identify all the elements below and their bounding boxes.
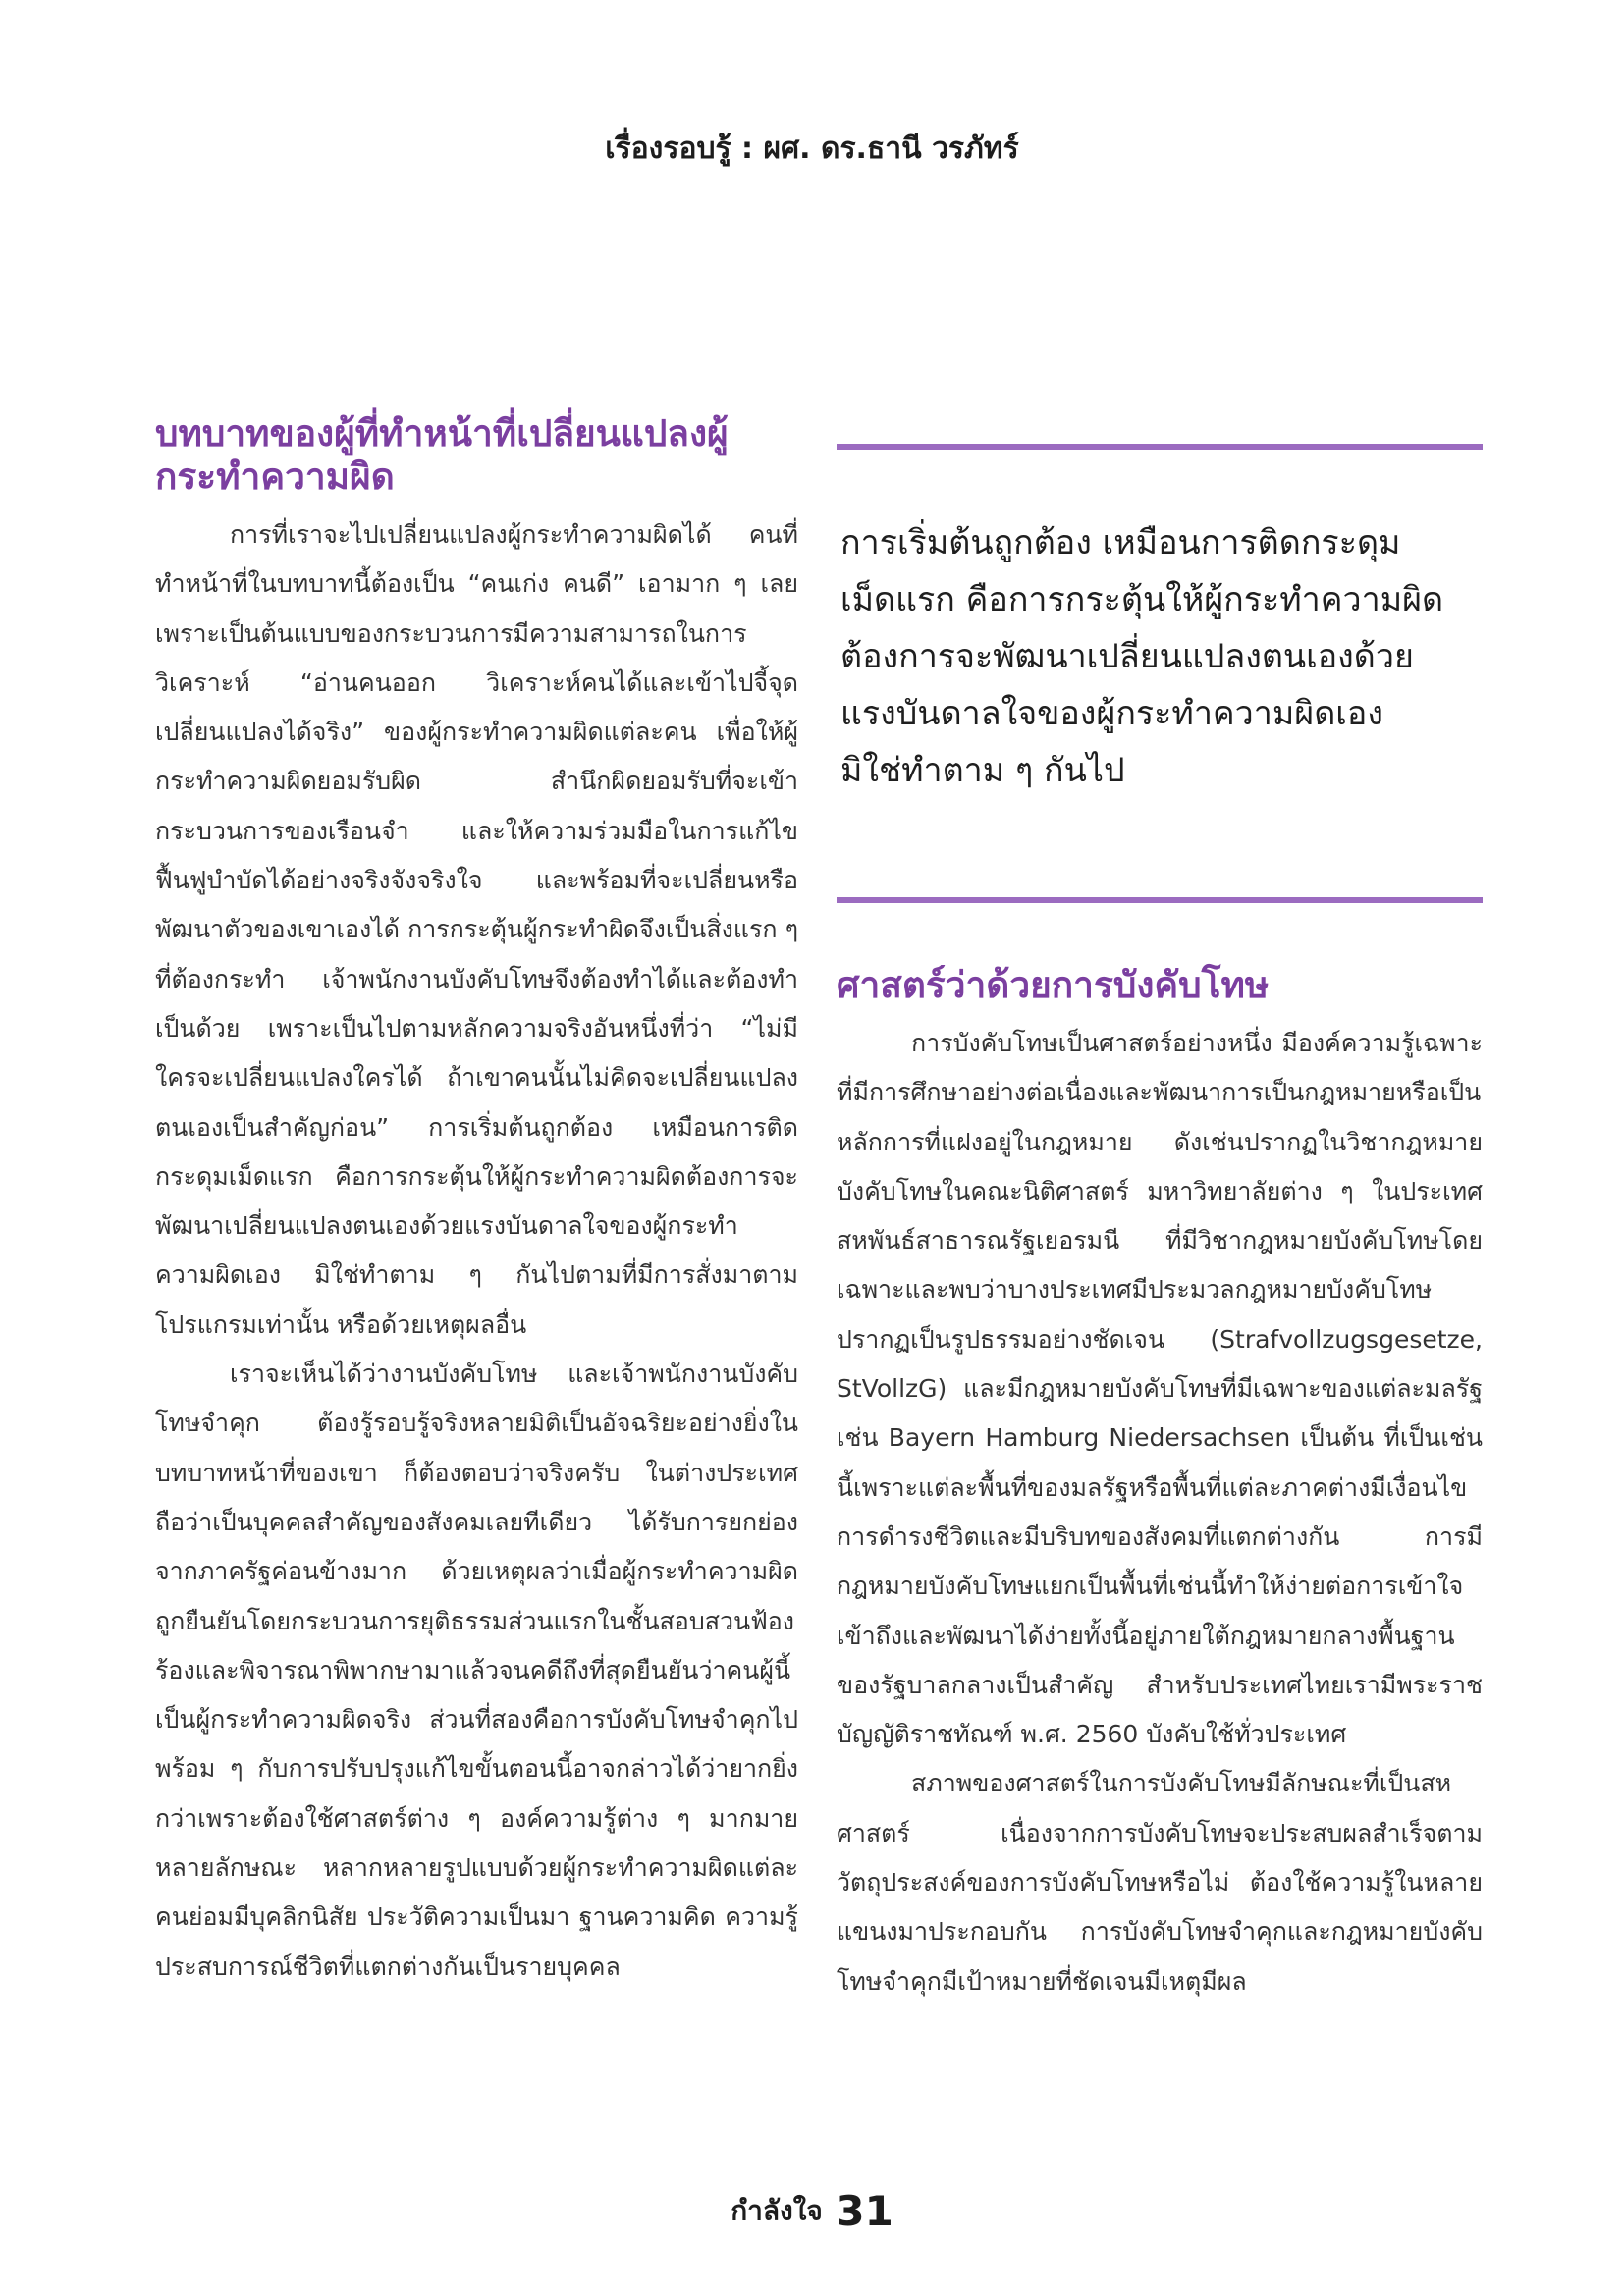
pull-quote-line: ต้องการจะพัฒนาเปลี่ยนแปลงตนเองด้วย (840, 637, 1414, 676)
body-paragraph: การบังคับโทษเป็นศาสตร์อย่างหนึ่ง มีองค์ความรู้เฉพาะที่มีการศึกษาอย่างต่อเนื่องและพัฒนาการเป็นกฎหมายหรือเป็นหลักการที่แฝงอยู่ในกฎหมาย ดังเช่นปรากฏในวิชากฎหมายบังคับโทษในคณะนิติศาสตร์ มหาวิทยาลัยต่าง ๆ ในประเทศสหพันธ์สาธารณรัฐเยอรมนี ที่มีวิชากฎหมายบังคับโทษโดยเฉพาะและพบว่าบางประเทศมีประมวลกฎหมายบังคับโทษ ปรากฏเป็นรูปธรรมอย่างชัดเจน (Strafvollzugsgesetze, StVollzG) และมีกฎหมายบังคับโทษที่มีเฉพาะของแต่ละมลรัฐ เช่น Bayern Hamburg Niedersachsen เป็นต้น ที่เป็นเช่นนี้เพราะแต่ละพื้นที่ของมลรัฐหรือพื้นที่แต่ละภาคต่างมีเงื่อนไขการดำรงชีวิตและมีบริบทของสังคมที่แตกต่างกัน การมีกฎหมายบังคับโทษแยกเป็นพื้นที่เช่นนี้ทำให้ง่ายต่อการเข้าใจเข้าถึงและพัฒนาได้ง่ายทั้งนี้อยู่ภายใต้กฎหมายกลางพื้นฐานของรัฐบาลกลางเป็นสำคัญ สำหรับประเทศไทยเรามีพระราชบัญญัติราชทัณฑ์ พ.ศ. 2560 บังคับใช้ทั่วประเทศ (837, 1029, 1483, 1749)
right-column (837, 444, 1483, 2006)
body-paragraph: เราจะเห็นได้ว่างานบังคับโทษ และเจ้าพนักงานบังคับโทษจำคุก ต้องรู้รอบรู้จริงหลายมิติเป็นอัจฉริยะอย่างยิ่งในบทบาทหน้าที่ของเขา ก็ต้องตอบว่าจริงครับ ในต่างประเทศถือว่าเป็นบุคคลสำคัญของสังคมเลยทีเดียว ได้รับการยกย่องจากภาครัฐค่อนข้างมาก ด้วยเหตุผลว่าเมื่อผู้กระทำความผิดถูกยืนยันโดยกระบวนการยุติธรรมส่วนแรกในชั้นสอบสวนฟ้องร้องและพิจารณาพิพากษามาแล้วจนคดีถึงที่สุดยืนยันว่าคนผู้นี้เป็นผู้กระทำความผิดจริง ส่วนที่สองคือการบังคับโทษจำคุกไปพร้อม ๆ กับการปรับปรุงแก้ไขขั้นตอนนี้อาจกล่าวได้ว่ายากยิ่งกว่าเพราะต้องใช้ศาสตร์ต่าง ๆ องค์ความรู้ต่าง ๆ มากมายหลายลักษณะ หลากหลายรูปแบบด้วยผู้กระทำความผิดแต่ละคนย่อมมีบุคลิกนิสัย ประวัติความเป็นมา ฐานความคิด ความรู้ ประสบการณ์ชีวิตที่แตกต่างกันเป็นรายบุคคล (155, 1360, 798, 1981)
pull-quote-line: แรงบันดาลใจของผู้กระทำความผิดเอง (840, 694, 1383, 733)
left-column (155, 412, 798, 1992)
magazine-name: กำลังใจ (731, 2194, 823, 2227)
section-heading-reformer-role: บทบาทของผู้ที่ทำหน้าที่เปลี่ยนแปลงผู้กระทำความผิด (155, 412, 729, 498)
section-heading-penal-science: ศาสตร์ว่าด้วยการบังคับโทษ (837, 964, 1270, 1006)
pull-quote-line: เม็ดแรก คือการกระตุ้นให้ผู้กระทำความผิด (840, 580, 1444, 619)
page-footer (0, 2187, 1624, 2235)
body-paragraph: การที่เราจะไปเปลี่ยนแปลงผู้กระทำความผิดได้ คนที่ทำหน้าที่ในบทบาทนี้ต้องเป็น “คนเก่ง คนดี” เอามาก ๆ เลย เพราะเป็นต้นแบบของกระบวนการมีความสามารถในการวิเคราะห์ “อ่านคนออก วิเคราะห์คนได้และเข้าไปจี้จุดเปลี่ยนแปลงได้จริง” ของผู้กระทำความผิดแต่ละคน เพื่อให้ผู้กระทำความผิดยอมรับผิด สำนึกผิดยอมรับที่จะเข้ากระบวนการของเรือนจำ และให้ความร่วมมือในการแก้ไขฟื้นฟูบำบัดได้อย่างจริงจังจริงใจ และพร้อมที่จะเปลี่ยนหรือพัฒนาตัวของเขาเองได้ การกระตุ้นผู้กระทำผิดจึงเป็นสิ่งแรก ๆ ที่ต้องกระทำ เจ้าพนักงานบังคับโทษจึงต้องทำได้และต้องทำเป็นด้วย เพราะเป็นไปตามหลักความจริงอันหนึ่งที่ว่า “ไม่มีใครจะเปลี่ยนแปลงใครได้ ถ้าเขาคนนั้นไม่คิดจะเปลี่ยนแปลงตนเองเป็นสำคัญก่อน” การเริ่มต้นถูกต้อง เหมือนการติดกระดุมเม็ดแรก คือการกระตุ้นให้ผู้กระทำความผิดต้องการจะพัฒนาเปลี่ยนแปลงตนเองด้วยแรงบันดาลใจของผู้กระทำความผิดเอง มิใช่ทำตาม ๆ กันไปตามที่มีการสั่งมาตามโปรแกรมเท่านั้น หรือด้วยเหตุผลอื่น (155, 520, 798, 1339)
page-number: 31 (836, 2187, 893, 2235)
body-paragraph: สภาพของศาสตร์ในการบังคับโทษมีลักษณะที่เป็นสหศาสตร์ เนื่องจากการบังคับโทษจะประสบผลสำเร็จตามวัตถุประสงค์ของการบังคับโทษหรือไม่ ต้องใช้ความรู้ในหลายแขนงมาประกอบกัน การบังคับโทษจำคุกและกฎหมายบังคับโทษจำคุกมีเป้าหมายที่ชัดเจนมีเหตุมีผล (837, 1769, 1483, 1996)
running-header: เรื่องรอบรู้ : ผศ. ดร.ธานี วรภัทร์ (605, 132, 1019, 166)
pull-quote-line: การเริ่มต้นถูกต้อง เหมือนการติดกระดุม (840, 523, 1401, 562)
pull-quote-line: มิใช่ทำตาม ๆ กันไป (840, 751, 1125, 790)
